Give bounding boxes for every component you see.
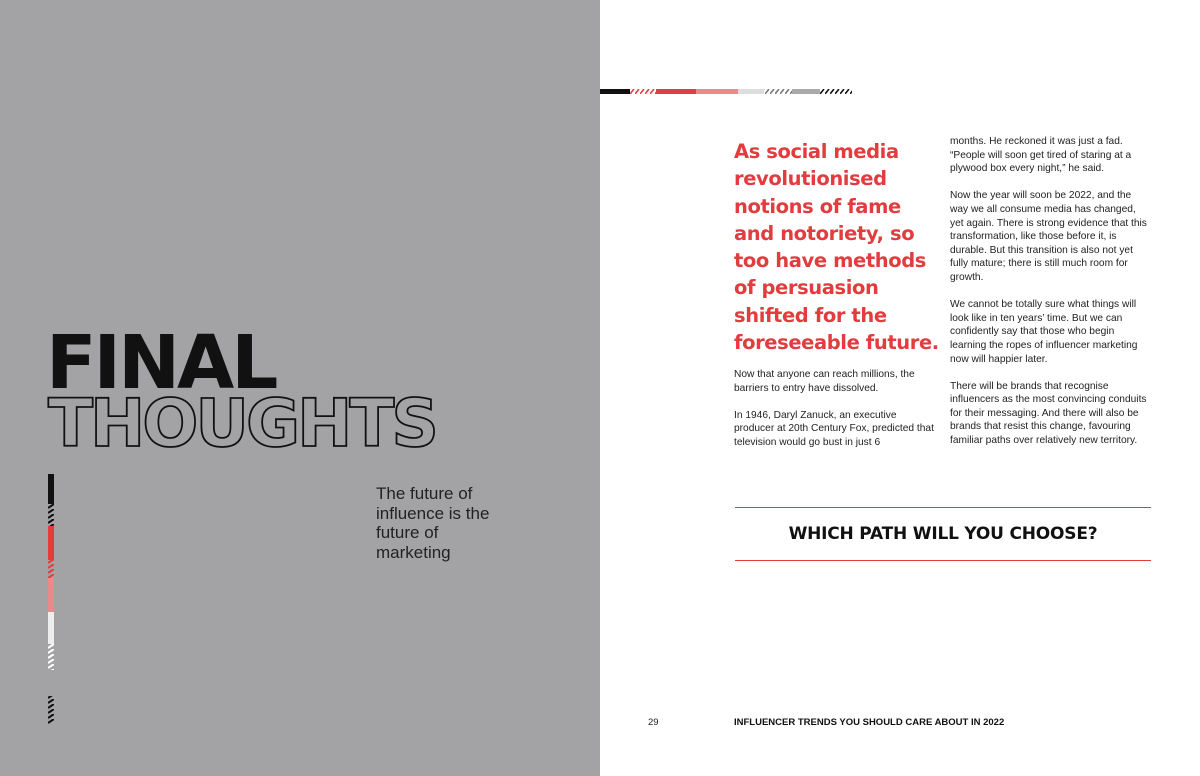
body-column-right — [950, 135, 1150, 461]
paragraph: Now the year will soon be 2022, and the way we all consume media has changed, yet again. There is strong evidence that this transformation, like those before it, is durable. But this transition is also not yet fully mature; there is still much room for growth. — [950, 190, 1147, 283]
paragraph: In 1946, Daryl Zanuck, an executive producer at 20th Century Fox, predicted that television would go bust in just 6 — [734, 409, 934, 448]
pull-quote: As social media revolutionised notions of fame and notoriety, so too have methods of persuasion shifted for the foreseeable future. — [734, 140, 939, 355]
page-number: 29 — [648, 717, 659, 728]
vertical-stripe-decoration — [48, 474, 54, 724]
call-to-action-heading: WHICH PATH WILL YOU CHOOSE? — [788, 524, 1098, 544]
cta-divider-top — [735, 507, 1151, 508]
title-thoughts: THOUGHTS — [48, 385, 436, 462]
tagline: The future of influence is the future of marketing — [376, 484, 490, 562]
cta-divider-bottom — [735, 560, 1151, 561]
paragraph: There will be brands that recognise influencers as the most convincing conduits for their messaging. And there will also be brands that resist this change, favouring familiar paths over relatively new territory. — [950, 380, 1147, 447]
horizontal-stripe-decoration — [600, 89, 852, 94]
paragraph: months. He reckoned it was just a fad. “People will soon get tired of staring at a plywood box every night,” he said. — [950, 136, 1132, 175]
paragraph: We cannot be totally sure what things will look like in ten years’ time. But we can confidently say that those who begin learning the ropes of influencer marketing now will happier later. — [950, 299, 1138, 365]
running-footer-title: INFLUENCER TRENDS YOU SHOULD CARE ABOUT IN 2022 — [734, 717, 1005, 728]
body-column-left — [734, 368, 934, 463]
paragraph: Now that anyone can reach millions, the barriers to entry have dissolved. — [734, 369, 915, 394]
title-final: FINAL — [46, 320, 276, 406]
